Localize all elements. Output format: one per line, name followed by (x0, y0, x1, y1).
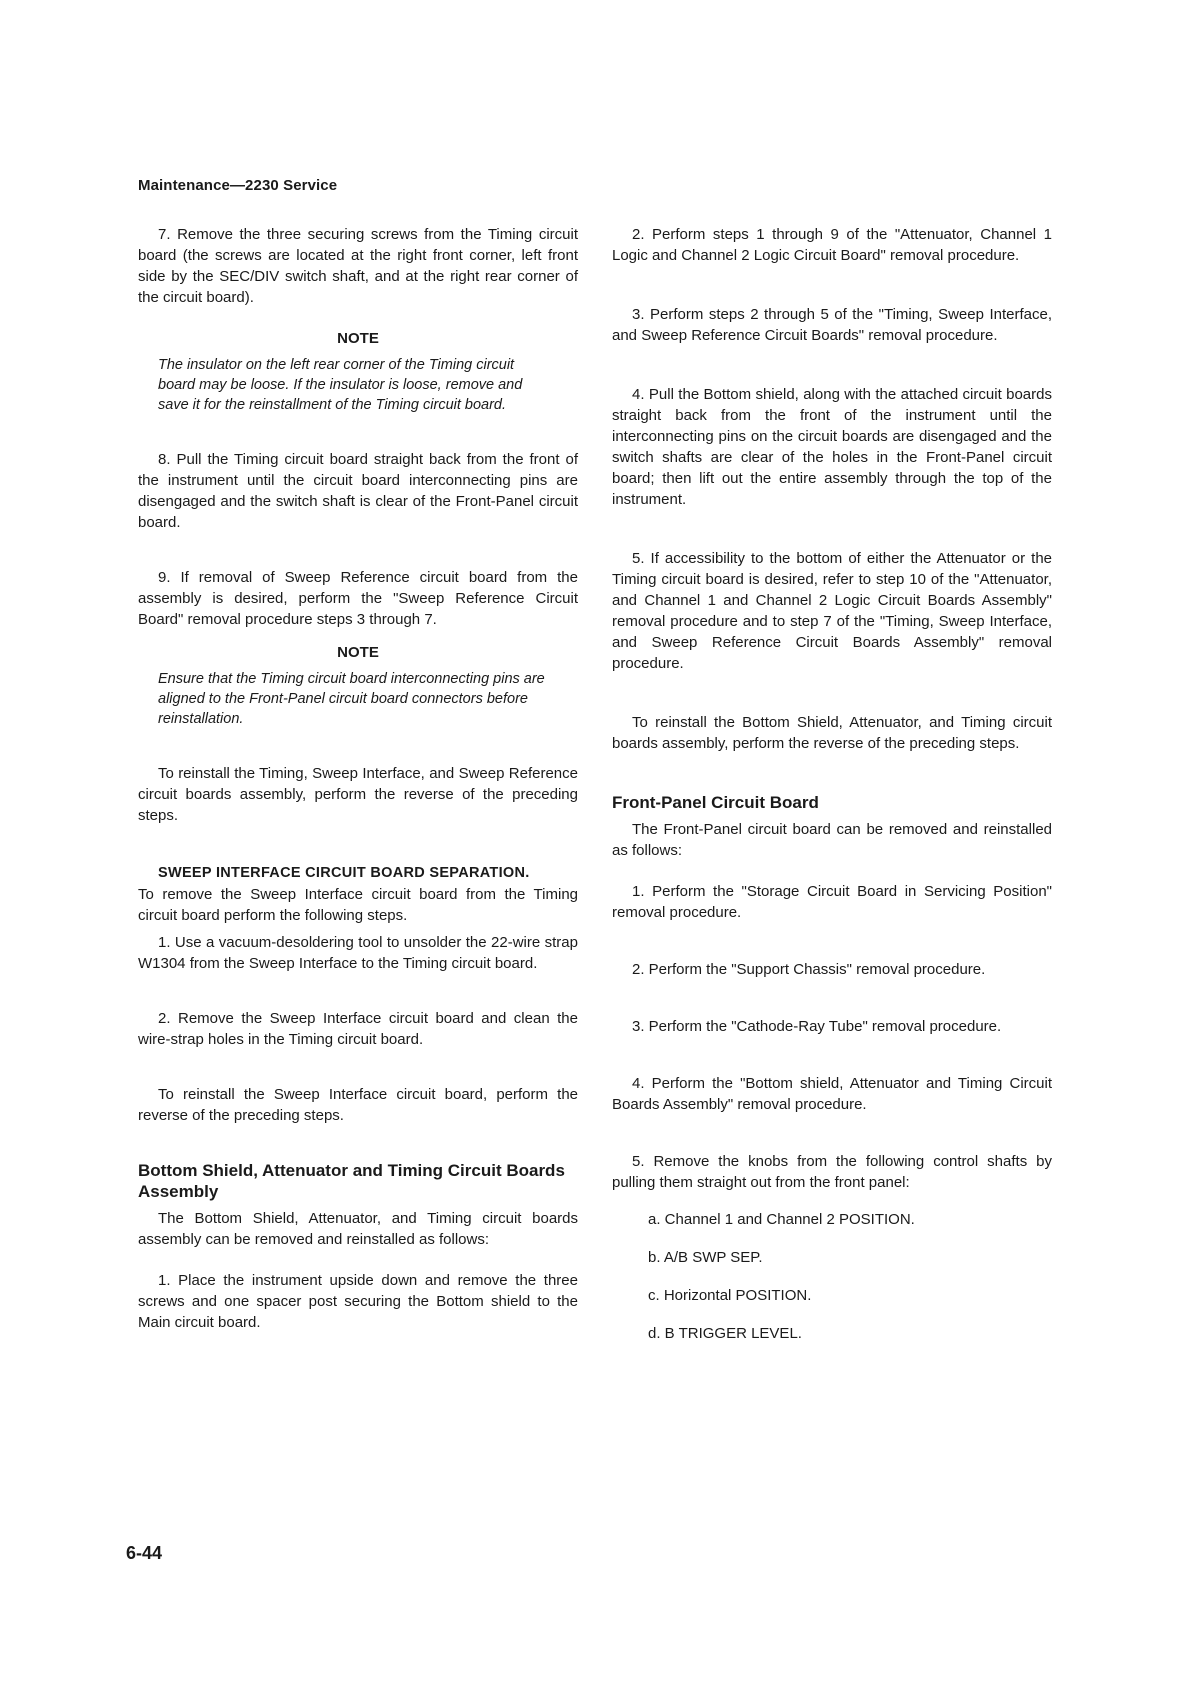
separation-step-2: 2. Remove the Sweep Interface circuit board and clean the wire-strap holes in the Timing circuit board. (138, 1010, 578, 1048)
reinstall-paragraph: To reinstall the Sweep Interface circuit board, perform the reverse of the preceding steps. (138, 1086, 578, 1124)
front-panel-step-1: 1. Perform the "Storage Circuit Board in Servicing Position" removal procedure. (612, 883, 1052, 921)
right-column (612, 224, 1052, 1344)
knob-item: c. Horizontal POSITION. (648, 1287, 812, 1304)
separation-step-1: 1. Use a vacuum-desoldering tool to unsolder the 22-wire strap W1304 from the Sweep Interface to the Timing circuit board. (138, 934, 578, 972)
reinstall-paragraph: To reinstall the Timing, Sweep Interface, and Sweep Reference circuit boards assembly, perform the reverse of the preceding steps. (138, 765, 578, 824)
note-heading: NOTE (337, 330, 379, 347)
bottom-shield-step-1: 1. Place the instrument upside down and remove the three screws and one spacer post securing the Bottom shield to the Main circuit board. (138, 1272, 578, 1331)
step-3: 3. Perform steps 2 through 5 of the "Timing, Sweep Interface, and Sweep Reference Circuit Boards" removal procedure. (612, 306, 1052, 344)
front-panel-step-2: 2. Perform the "Support Chassis" removal procedure. (632, 961, 986, 978)
section-intro: The Front-Panel circuit board can be removed and reinstalled as follows: (612, 821, 1052, 859)
page-number: 6-44 (126, 1543, 163, 1563)
left-column (138, 224, 578, 1333)
section-title: Bottom Shield, Attenuator and Timing Circuit Boards Assembly (138, 1161, 565, 1201)
step-8: 8. Pull the Timing circuit board straight back from the front of the instrument until the circuit board interconnecting pins are disengaged and the switch shaft is clear of the Front-Panel circuit board. (138, 451, 578, 531)
step-7: 7. Remove the three securing screws from the Timing circuit board (the screws are located at the right front corner, left front side by the SEC/DIV switch shaft, and at the right rear corner of the circuit board). (138, 226, 578, 306)
note-text: The insulator on the left rear corner of the Timing circuit board may be loose. If the insulator is loose, remove and save it for the reinstallment of the Timing circuit board. (158, 357, 523, 413)
separation-heading (138, 862, 578, 884)
reinstall-paragraph: To reinstall the Bottom Shield, Attenuator, and Timing circuit boards assembly, perform the reverse of the preceding steps. (612, 714, 1052, 752)
note-text: Ensure that the Timing circuit board interconnecting pins are aligned to the Front-Panel circuit board connectors before reinstallation. (158, 671, 545, 727)
separation-intro: To remove the Sweep Interface circuit board from the Timing circuit board perform the following steps. (138, 886, 578, 924)
step-9: 9. If removal of Sweep Reference circuit board from the assembly is desired, perform the "Sweep Reference Circuit Board" removal procedure steps 3 through 7. (138, 569, 578, 628)
front-panel-step-3: 3. Perform the "Cathode-Ray Tube" removal procedure. (632, 1018, 1002, 1035)
step-5: 5. If accessibility to the bottom of either the Attenuator or the Timing circuit board is desired, refer to step 10 of the "Attenuator, and Channel 1 and Channel 2 Logic Circuit Boards Assembly" removal procedure and to step 7 of the "Timing, Sweep Interface, and Sweep Reference Circuit Boards Assembly" removal procedure. (612, 550, 1052, 672)
knob-item: a. Channel 1 and Channel 2 POSITION. (648, 1211, 915, 1228)
section-intro: The Bottom Shield, Attenuator, and Timing circuit boards assembly can be removed and reinstalled as follows: (138, 1210, 578, 1248)
knob-item: d. B TRIGGER LEVEL. (648, 1325, 802, 1342)
section-title: Front-Panel Circuit Board (612, 793, 819, 812)
front-panel-step-5: 5. Remove the knobs from the following control shafts by pulling them straight out from the front panel: (612, 1153, 1052, 1191)
page-header: Maintenance—2230 Service (138, 177, 338, 194)
separation-title: SWEEP INTERFACE CIRCUIT BOARD SEPARATION. (158, 865, 530, 881)
front-panel-step-4: 4. Perform the "Bottom shield, Attenuator and Timing Circuit Boards Assembly" removal procedure. (612, 1075, 1052, 1113)
step-4: 4. Pull the Bottom shield, along with the attached circuit boards straight back from the front of the instrument until the interconnecting pins on the circuit boards are disengaged and the switch shafts are clear of the holes in the Front-Panel circuit board; then lift out the entire assembly through the top of the instrument. (612, 386, 1052, 508)
note-heading: NOTE (337, 644, 379, 661)
step-2: 2. Perform steps 1 through 9 of the "Attenuator, Channel 1 Logic and Channel 2 Logic Circuit Board" removal procedure. (612, 226, 1052, 264)
knob-item: b. A/B SWP SEP. (648, 1249, 763, 1266)
